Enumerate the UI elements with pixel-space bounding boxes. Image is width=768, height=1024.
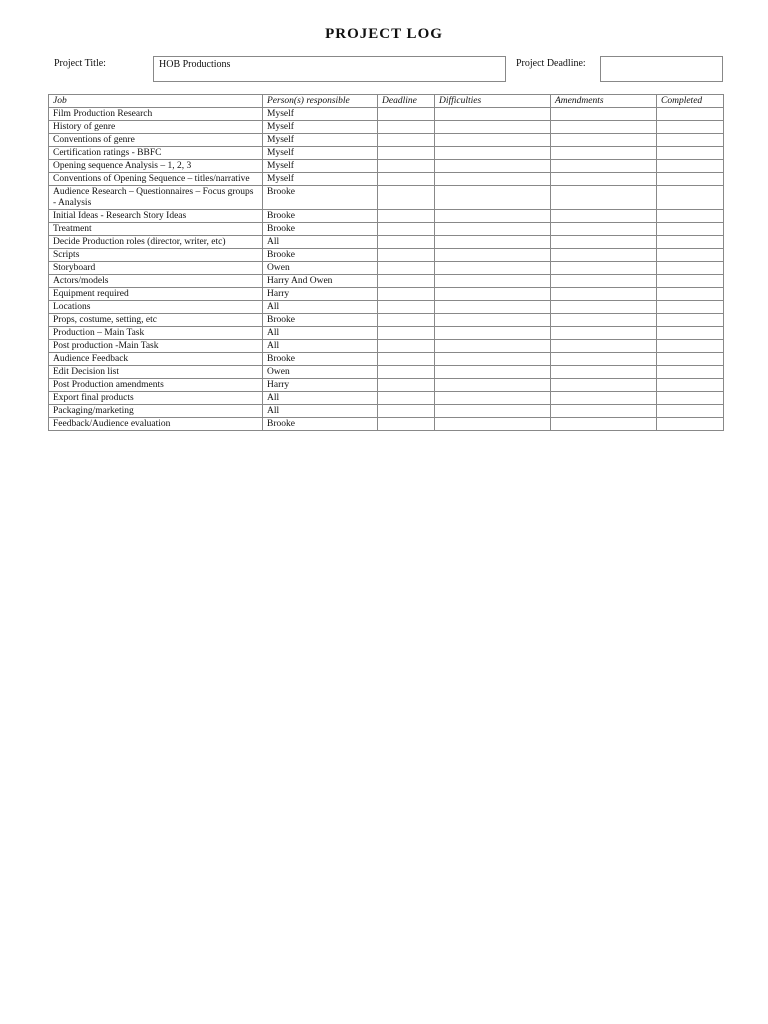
job-cell: History of genre — [49, 121, 263, 134]
completed-cell[interactable] — [657, 392, 724, 405]
job-cell: Initial Ideas - Research Story Ideas — [49, 210, 263, 223]
job-cell: Conventions of Opening Sequence – titles/narrative — [49, 173, 263, 186]
difficulties-cell[interactable] — [435, 275, 551, 288]
completed-cell[interactable] — [657, 275, 724, 288]
job-cell: Post production -Main Task — [49, 340, 263, 353]
table-row — [49, 134, 724, 147]
project-title-label: Project Title: — [54, 58, 106, 69]
completed-cell[interactable] — [657, 108, 724, 121]
table-row — [49, 121, 724, 134]
table-row — [49, 327, 724, 340]
project-title-value: HOB Productions — [159, 59, 231, 70]
completed-cell[interactable] — [657, 223, 724, 236]
deadline-cell[interactable] — [378, 392, 435, 405]
person-cell: Brooke — [263, 223, 378, 236]
column-header-person: Person(s) responsible — [263, 95, 378, 108]
job-cell: Post Production amendments — [49, 379, 263, 392]
deadline-cell[interactable] — [378, 288, 435, 301]
difficulties-cell[interactable] — [435, 379, 551, 392]
job-cell: Scripts — [49, 249, 263, 262]
deadline-cell[interactable] — [378, 173, 435, 186]
amendments-cell[interactable] — [551, 147, 657, 160]
deadline-cell[interactable] — [378, 262, 435, 275]
deadline-cell[interactable] — [378, 223, 435, 236]
completed-cell[interactable] — [657, 288, 724, 301]
table-row — [49, 353, 724, 366]
column-header-amendments: Amendments — [551, 95, 657, 108]
completed-cell[interactable] — [657, 379, 724, 392]
job-cell: Storyboard — [49, 262, 263, 275]
table-row — [49, 160, 724, 173]
job-cell: Audience Feedback — [49, 353, 263, 366]
amendments-cell[interactable] — [551, 173, 657, 186]
amendments-cell[interactable] — [551, 314, 657, 327]
deadline-cell[interactable] — [378, 301, 435, 314]
amendments-cell[interactable] — [551, 210, 657, 223]
table-row — [49, 249, 724, 262]
difficulties-cell[interactable] — [435, 210, 551, 223]
job-cell: Treatment — [49, 223, 263, 236]
job-cell: Packaging/marketing — [49, 405, 263, 418]
completed-cell[interactable] — [657, 160, 724, 173]
table-row — [49, 108, 724, 121]
difficulties-cell[interactable] — [435, 327, 551, 340]
deadline-cell[interactable] — [378, 418, 435, 431]
deadline-cell[interactable] — [378, 210, 435, 223]
amendments-cell[interactable] — [551, 160, 657, 173]
table-row — [49, 223, 724, 236]
amendments-cell[interactable] — [551, 186, 657, 210]
job-cell: Actors/models — [49, 275, 263, 288]
amendments-cell[interactable] — [551, 108, 657, 121]
table-row — [49, 392, 724, 405]
amendments-cell[interactable] — [551, 353, 657, 366]
project-deadline-field[interactable] — [600, 56, 723, 82]
deadline-cell[interactable] — [378, 275, 435, 288]
project-log-table — [48, 94, 724, 431]
table-row — [49, 210, 724, 223]
completed-cell[interactable] — [657, 147, 724, 160]
deadline-cell[interactable] — [378, 134, 435, 147]
table-row — [49, 275, 724, 288]
difficulties-cell[interactable] — [435, 301, 551, 314]
difficulties-cell[interactable] — [435, 186, 551, 210]
person-cell: All — [263, 340, 378, 353]
completed-cell[interactable] — [657, 340, 724, 353]
amendments-cell[interactable] — [551, 262, 657, 275]
difficulties-cell[interactable] — [435, 288, 551, 301]
amendments-cell[interactable] — [551, 379, 657, 392]
amendments-cell[interactable] — [551, 340, 657, 353]
completed-cell[interactable] — [657, 186, 724, 210]
person-cell: All — [263, 392, 378, 405]
difficulties-cell[interactable] — [435, 223, 551, 236]
job-cell: Props, costume, setting, etc — [49, 314, 263, 327]
difficulties-cell[interactable] — [435, 121, 551, 134]
deadline-cell[interactable] — [378, 236, 435, 249]
completed-cell[interactable] — [657, 236, 724, 249]
job-cell: Opening sequence Analysis – 1, 2, 3 — [49, 160, 263, 173]
person-cell: Brooke — [263, 210, 378, 223]
table-row — [49, 236, 724, 249]
table-row — [49, 366, 724, 379]
completed-cell[interactable] — [657, 121, 724, 134]
person-cell: Myself — [263, 173, 378, 186]
person-cell: Brooke — [263, 249, 378, 262]
amendments-cell[interactable] — [551, 134, 657, 147]
deadline-cell[interactable] — [378, 186, 435, 210]
difficulties-cell[interactable] — [435, 392, 551, 405]
person-cell: Myself — [263, 121, 378, 134]
person-cell: Harry — [263, 379, 378, 392]
completed-cell[interactable] — [657, 134, 724, 147]
person-cell: All — [263, 236, 378, 249]
person-cell: Brooke — [263, 314, 378, 327]
table-body — [49, 108, 724, 431]
person-cell: Myself — [263, 160, 378, 173]
amendments-cell[interactable] — [551, 405, 657, 418]
table-row — [49, 418, 724, 431]
amendments-cell[interactable] — [551, 288, 657, 301]
deadline-cell[interactable] — [378, 366, 435, 379]
difficulties-cell[interactable] — [435, 147, 551, 160]
deadline-cell[interactable] — [378, 353, 435, 366]
completed-cell[interactable] — [657, 353, 724, 366]
person-cell: All — [263, 327, 378, 340]
person-cell: Harry — [263, 288, 378, 301]
deadline-cell[interactable] — [378, 405, 435, 418]
person-cell: Myself — [263, 108, 378, 121]
deadline-cell[interactable] — [378, 108, 435, 121]
job-cell: Certification ratings - BBFC — [49, 147, 263, 160]
column-header-deadline: Deadline — [378, 95, 435, 108]
amendments-cell[interactable] — [551, 121, 657, 134]
completed-cell[interactable] — [657, 173, 724, 186]
deadline-cell[interactable] — [378, 314, 435, 327]
completed-cell[interactable] — [657, 210, 724, 223]
column-header-completed: Completed — [657, 95, 724, 108]
project-title-field[interactable] — [153, 56, 506, 82]
column-header-job: Job — [49, 95, 263, 108]
amendments-cell[interactable] — [551, 366, 657, 379]
deadline-cell[interactable] — [378, 327, 435, 340]
table-row — [49, 186, 724, 210]
amendments-cell[interactable] — [551, 249, 657, 262]
deadline-cell[interactable] — [378, 249, 435, 262]
completed-cell[interactable] — [657, 418, 724, 431]
completed-cell[interactable] — [657, 301, 724, 314]
completed-cell[interactable] — [657, 366, 724, 379]
table-row — [49, 379, 724, 392]
person-cell: Harry And Owen — [263, 275, 378, 288]
table-row — [49, 340, 724, 353]
person-cell: All — [263, 301, 378, 314]
person-cell: Owen — [263, 366, 378, 379]
person-cell: Owen — [263, 262, 378, 275]
difficulties-cell[interactable] — [435, 108, 551, 121]
completed-cell[interactable] — [657, 262, 724, 275]
difficulties-cell[interactable] — [435, 236, 551, 249]
deadline-cell[interactable] — [378, 340, 435, 353]
person-cell: Myself — [263, 134, 378, 147]
difficulties-cell[interactable] — [435, 340, 551, 353]
difficulties-cell[interactable] — [435, 160, 551, 173]
amendments-cell[interactable] — [551, 327, 657, 340]
job-cell: Production – Main Task — [49, 327, 263, 340]
job-cell: Locations — [49, 301, 263, 314]
difficulties-cell[interactable] — [435, 418, 551, 431]
job-cell: Film Production Research — [49, 108, 263, 121]
difficulties-cell[interactable] — [435, 366, 551, 379]
table-row — [49, 147, 724, 160]
difficulties-cell[interactable] — [435, 173, 551, 186]
job-cell: Export final products — [49, 392, 263, 405]
completed-cell[interactable] — [657, 314, 724, 327]
amendments-cell[interactable] — [551, 275, 657, 288]
difficulties-cell[interactable] — [435, 314, 551, 327]
difficulties-cell[interactable] — [435, 249, 551, 262]
project-deadline-label: Project Deadline: — [516, 58, 586, 69]
difficulties-cell[interactable] — [435, 134, 551, 147]
completed-cell[interactable] — [657, 327, 724, 340]
person-cell: Myself — [263, 147, 378, 160]
amendments-cell[interactable] — [551, 392, 657, 405]
deadline-cell[interactable] — [378, 147, 435, 160]
deadline-cell[interactable] — [378, 160, 435, 173]
job-cell: Equipment required — [49, 288, 263, 301]
person-cell: All — [263, 405, 378, 418]
table-row — [49, 288, 724, 301]
job-cell: Audience Research – Questionnaires – Focus groups - Analysis — [49, 186, 263, 210]
amendments-cell[interactable] — [551, 236, 657, 249]
job-cell: Edit Decision list — [49, 366, 263, 379]
job-cell: Decide Production roles (director, writer, etc) — [49, 236, 263, 249]
page-title: PROJECT LOG — [325, 26, 443, 42]
person-cell: Brooke — [263, 353, 378, 366]
deadline-cell[interactable] — [378, 121, 435, 134]
job-cell: Conventions of genre — [49, 134, 263, 147]
difficulties-cell[interactable] — [435, 405, 551, 418]
table-row — [49, 173, 724, 186]
table-row — [49, 314, 724, 327]
difficulties-cell[interactable] — [435, 262, 551, 275]
difficulties-cell[interactable] — [435, 353, 551, 366]
table-row — [49, 301, 724, 314]
amendments-cell[interactable] — [551, 418, 657, 431]
table-row — [49, 405, 724, 418]
person-cell: Brooke — [263, 186, 378, 210]
person-cell: Brooke — [263, 418, 378, 431]
table-header-row — [49, 95, 724, 108]
amendments-cell[interactable] — [551, 301, 657, 314]
amendments-cell[interactable] — [551, 223, 657, 236]
deadline-cell[interactable] — [378, 379, 435, 392]
completed-cell[interactable] — [657, 405, 724, 418]
column-header-difficulties: Difficulties — [435, 95, 551, 108]
job-cell: Feedback/Audience evaluation — [49, 418, 263, 431]
completed-cell[interactable] — [657, 249, 724, 262]
table-row — [49, 262, 724, 275]
